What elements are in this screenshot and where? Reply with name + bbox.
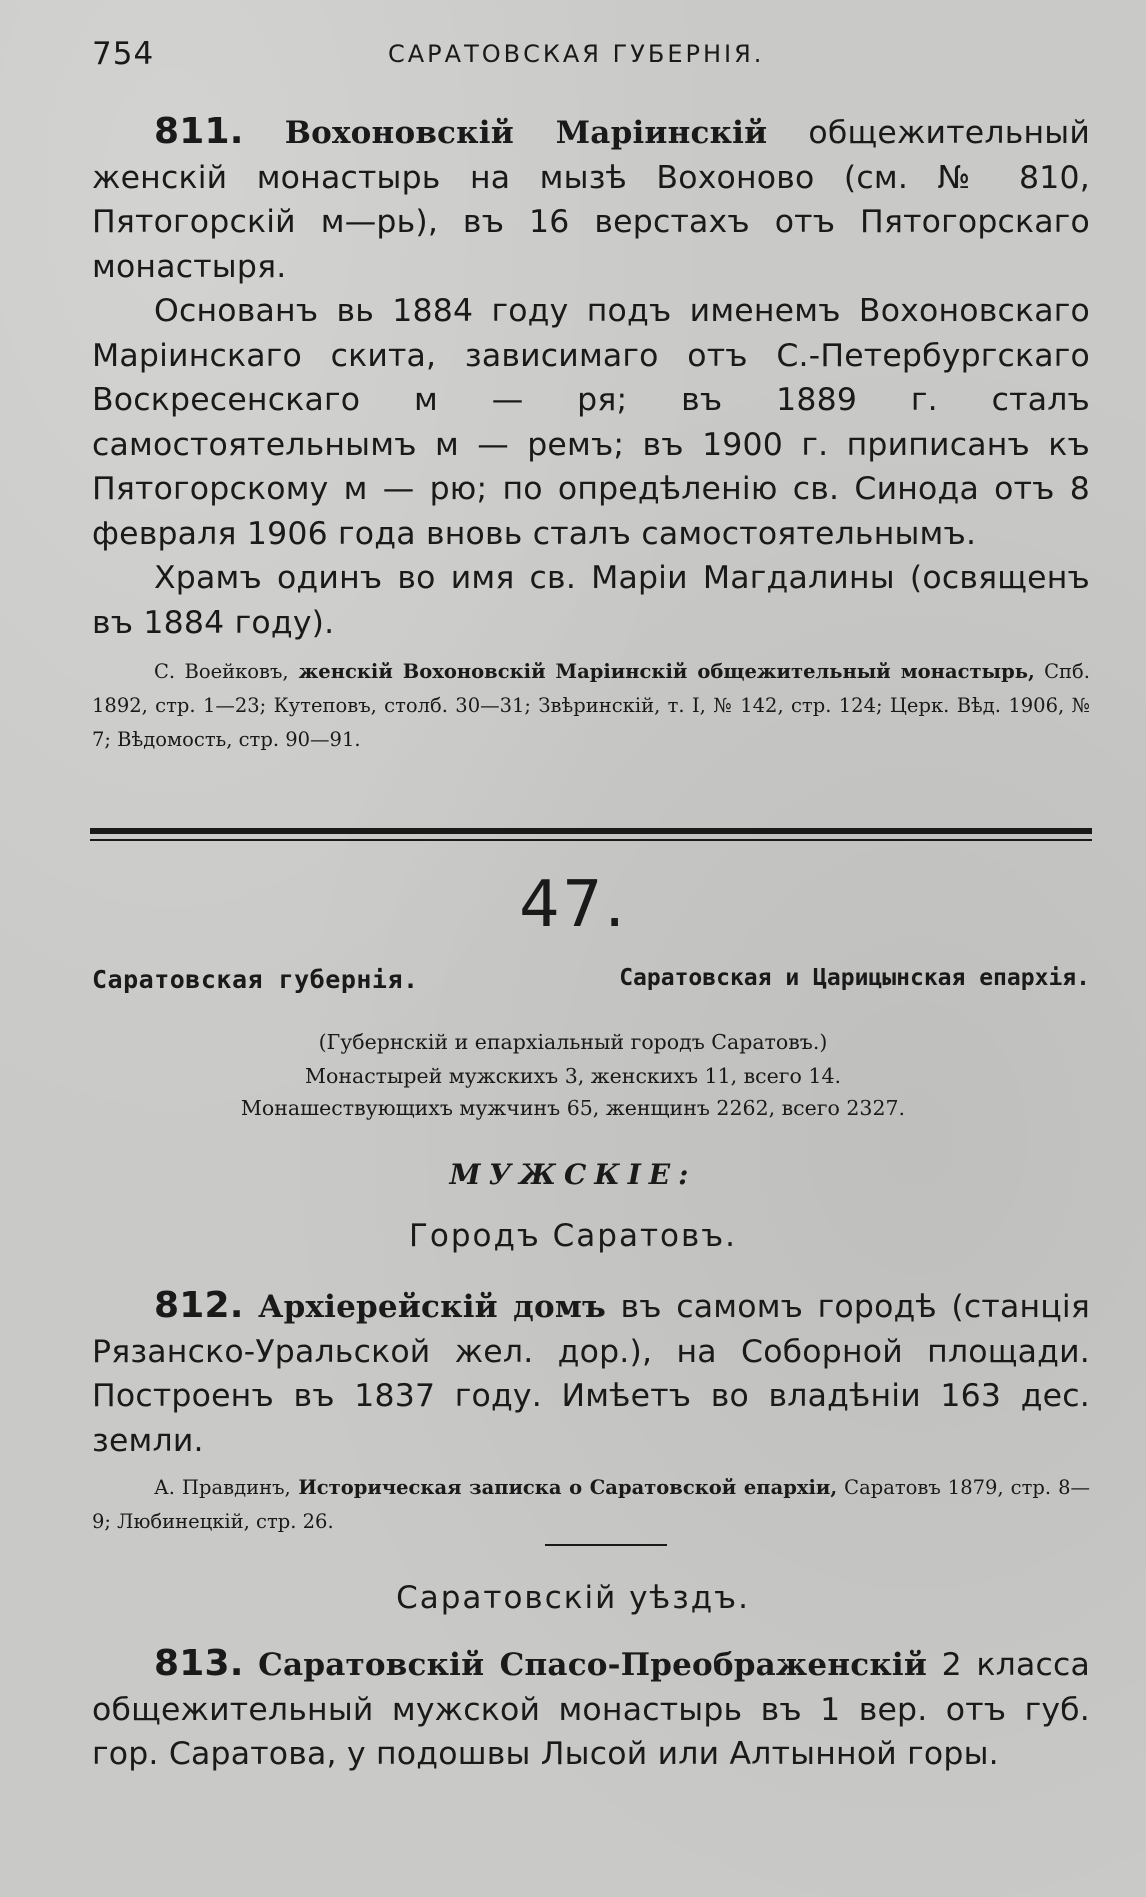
entry-811-para2: Основанъ вь 1884 году подъ именемъ Вохоновскаго Маріинскаго скита, зависимаго отъ С.-Петербургскаго Воскресенскаго м — ря; въ 1889 г. сталъ самостоятельнымъ м — ремъ; въ 1900 г. приписанъ къ Пятогорскому м — рю; по опредѣленію св. Синода отъ 8 февраля 1906 года вновь сталъ самостоятельнымъ. <box>92 293 1090 552</box>
entry-811-para1 <box>92 110 1090 289</box>
ref-author: А. Правдинъ, <box>154 1476 291 1499</box>
page-number: 754 <box>92 36 155 72</box>
running-title: САРАТОВСКАЯ ГУБЕРНІЯ. <box>388 40 765 68</box>
chapter-divider-thin <box>90 839 1092 841</box>
entry-text: въ самомъ городѣ (станція Рязанско-Уральской жел. дор.), на Соборной площади. Построенъ въ 1837 году. Имѣетъ во владѣніи 163 дес. земли. <box>92 1289 1090 1459</box>
chapter-number: 47. <box>519 868 627 942</box>
chapter-info-city: (Губернскій и епархіальный городъ Саратовъ.) <box>318 1030 828 1054</box>
entry-813 <box>92 1642 1090 1777</box>
entry-number: 811. <box>154 111 244 152</box>
monastery-name: Архіерейскій домъ <box>258 1289 607 1325</box>
monastery-name: Саратовскій Спасо-Преображенскій <box>258 1647 928 1683</box>
entry-811-references <box>92 655 1090 757</box>
entry-812-para1 <box>92 1284 1090 1463</box>
subsection-city: Городъ Саратовъ. <box>408 1218 738 1254</box>
entry-number: 812. <box>154 1285 244 1326</box>
ref-rest: Спб. 1892, стр. 1—23; Кутеповъ, столб. 30—31; Звѣринскій, т. I, № 142, стр. 124; Церк. Вѣд. 1906, № 7; Вѣдомость, стр. 90—91. <box>92 660 1090 751</box>
chapter-divider-thick <box>90 828 1092 834</box>
entry-811 <box>92 110 1090 757</box>
chapter-info-monastics: Монашествующихъ мужчинъ 65, женщинъ 2262, всего 2327. <box>240 1096 906 1120</box>
monastery-name: Вохоновскій Маріинскій <box>284 115 768 151</box>
ref-rest: Саратовъ 1879, стр. 8—9; Любинецкій, стр. 26. <box>92 1476 1090 1533</box>
chapter-info-monasteries: Монастырей мужскихъ 3, женскихъ 11, всего 14. <box>304 1064 841 1088</box>
province-title: Саратовская губернія. <box>92 965 419 994</box>
entry-813-para1 <box>92 1642 1090 1777</box>
ref-title: Историческая записка о Саратовской епархіи, <box>290 1476 838 1499</box>
section-heading-male: МУЖСКІЕ: <box>449 1158 697 1191</box>
entry-text: 2 класса общежительный мужской монастырь въ 1 вер. отъ губ. гор. Саратова, у подошвы Лысой или Алтынной горы. <box>92 1647 1090 1772</box>
section-separator <box>545 1544 667 1546</box>
page-header <box>92 36 1088 76</box>
eparchy-title: Саратовская и Царицынская епархія. <box>619 965 1090 991</box>
entry-811-para3: Храмъ одинъ во имя св. Маріи Магдалины (освященъ въ 1884 году). <box>92 560 1090 641</box>
entry-number: 813. <box>154 1643 244 1684</box>
ref-title: женскій Вохоновскій Маріинскій общежительный монастырь, <box>288 660 1035 683</box>
entry-812 <box>92 1284 1090 1539</box>
entry-text: общежительный женскій монастырь на мызѣ Вохоново (см. № 810, Пятогорскій м—рь), въ 16 верстахъ отъ Пятогорскаго монастыря. <box>92 115 1090 285</box>
entry-812-references <box>92 1471 1090 1539</box>
ref-author: С. Воейковъ, <box>154 660 289 683</box>
subsection-district: Саратовскій уѣздъ. <box>396 1580 750 1616</box>
